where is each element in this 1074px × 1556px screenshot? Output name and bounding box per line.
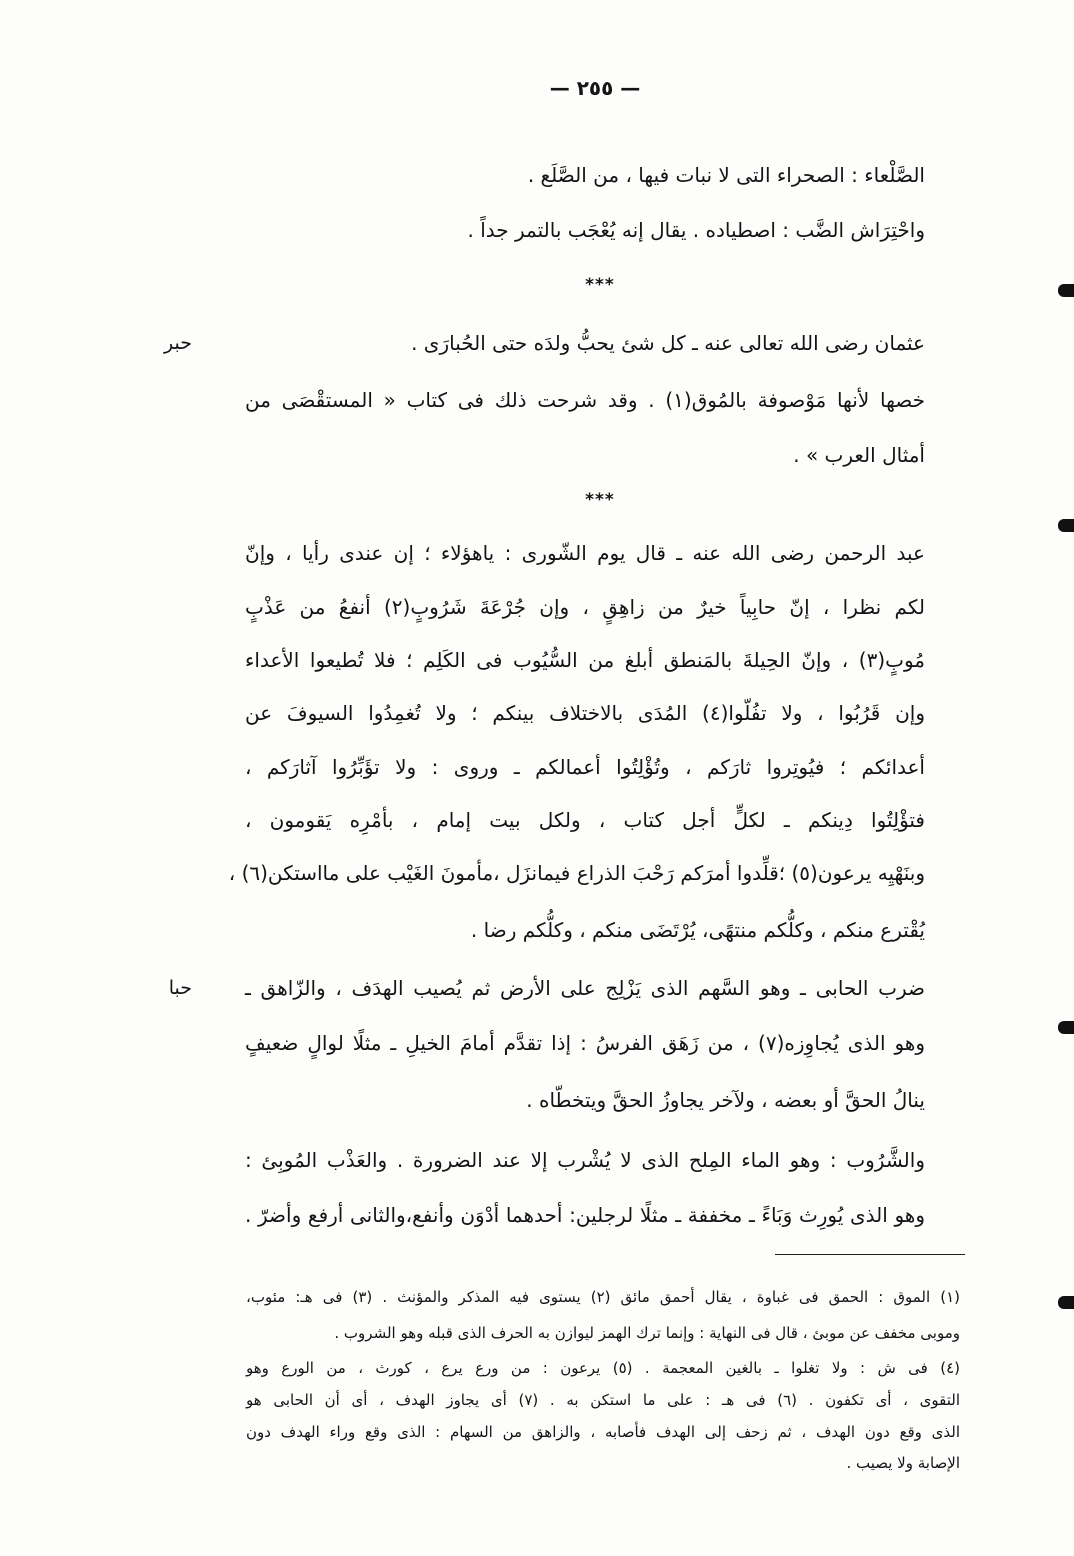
body-line: وهو الذى يُجاوِزه(٧) ، من زَهَق الفرسُ : إذا تقدَّم أمامَ الخيلِ ـ مثلًا لوالٍ ضعيفٍ [245,1031,925,1055]
body-line: والشَّرُوب : وهو الماء المِلح الذى لا يُشْرب إلا عند الضرورة . والعَذْب المُوبِئ : [245,1148,925,1172]
body-line: عثمان رضى الله تعالى عنه ـ كل شئ يحبُّ ولدَه حتى الحُبارَى . [411,331,925,355]
body-line: واحْتِرَاش الضَّب : اصطياده . يقال إنه يُعْجَب بالتمر جداً . [467,218,925,242]
footnote-line: (٤) فى ش : ولا تغلوا ـ بالغين المعجمة . (٥) يرعون : من ورع يرع ، كورث ، من الورع وهو [246,1359,960,1377]
body-line: فتؤْلِتُوا دِينكم ـ لكلٍّ أجل كتاب ، ولكل بيت إمام ، بأمْرِه يَقومون ، [245,808,925,832]
scan-mark [1058,284,1074,297]
footnote-line: الذى وقع دون الهدف ، ثم زحف إلى الهدف فأصابه ، والزاهق من السهام : الذى وقع وراء الهدف دون [246,1423,960,1441]
scan-mark [1058,1296,1074,1309]
body-line: مُوبٍ(٣) ، وإنّ الحِيلةَ بالمَنطق أبلغ من السُّيُوب فى الكَلِم ؛ فلا تُطيعوا الأعداء [245,648,925,672]
footnote-line: (١) الموق : الحمق فى غباوة ، يقال أحمق مائق (٢) يستوى فيه المذكر والمؤنث . (٣) فى هـ: مئوب، [246,1288,960,1306]
margin-note: حبا [168,977,192,999]
body-line: وإن قَرُبُوا ، ولا تفُلّوا(٤) المُدَى بالاختلاف بينكم ؛ ولا تُغمِدُوا السيوفَ عن [245,701,926,725]
body-line: أعدائكم ؛ فيُوتِروا ثارَكم ، وتُؤْلِتُوا أعمالكم ـ وروى : ولا تؤَبِّرُوا آثارَكم ، [245,755,925,779]
margin-note: حبر [164,332,192,354]
body-line: وبنَهْيِه يرعون(٥) ؛قلِّدوا أمرَكم رَحْبَ الذراع فيمانزَل ،مأمونَ الغَيْب على مااستكن(٦) ، [228,861,925,885]
body-line: أمثال العرب » . [793,443,925,467]
section-separator: *** [585,275,615,295]
body-line: خصها لأنها مَوْصوفة بالمُوق(١) . وقد شرحت ذلك فى كتاب « المستقْصَى من [245,388,925,412]
page-number: — ٢٥٥ — [549,76,641,100]
footnote-rule [775,1254,965,1255]
body-line: عبد الرحمن رضى الله عنه ـ قال يوم الشّورى : ياهؤلاء ؛ إن عندى رأيا ، وإنّ [245,541,925,565]
body-line: الصَّلْعاء : الصحراء التى لا نبات فيها ، من الصَّلَع . [527,163,925,187]
scan-mark [1058,1021,1074,1034]
footnote-line: التقوى ، أى تكفون . (٦) فى هـ : على ما استكن به . (٧) أى يجاوز الهدف ، أى أن الحابى هو [246,1391,960,1409]
body-line: لكم نظرا ، إنّ حابِياً خيرٌ من زاهِقٍ ، وإن جُرْعَةَ شَرُوبٍ(٢) أنفعُ من عَذْبٍ [245,595,925,619]
body-line: وهو الذى يُورِث وَبَاءً ـ مخففة ـ مثلًا لرجلين: أحدهما أدْوَن وأنفع،والثانى أرفع وأضرّ . [245,1203,925,1227]
body-line: ينالُ الحقَّ أو بعضه ، ولآخر يجاوزُ الحقَّ ويتخطّاه . [526,1088,925,1112]
footnote-line: الإصابة ولا يصيب . [846,1454,960,1472]
scan-mark [1058,519,1074,532]
footnote-line: وموبى مخفف عن موبئ ، قال فى النهاية : وإنما ترك الهمز ليوازن به الحرف الذى قبله وهو الشروب . [334,1324,960,1342]
body-line: يُقْترع منكم ، وكلُّكم منتهًى، يُرْتَضَى منكم ، وكلُّكم رضا . [470,918,925,942]
body-line: ضرب الحابى ـ وهو السَّهم الذى يَزْلِج على الأرض ثم يُصيب الهدَف ، والزّاهق ـ [245,976,925,1000]
section-separator: *** [585,490,615,510]
